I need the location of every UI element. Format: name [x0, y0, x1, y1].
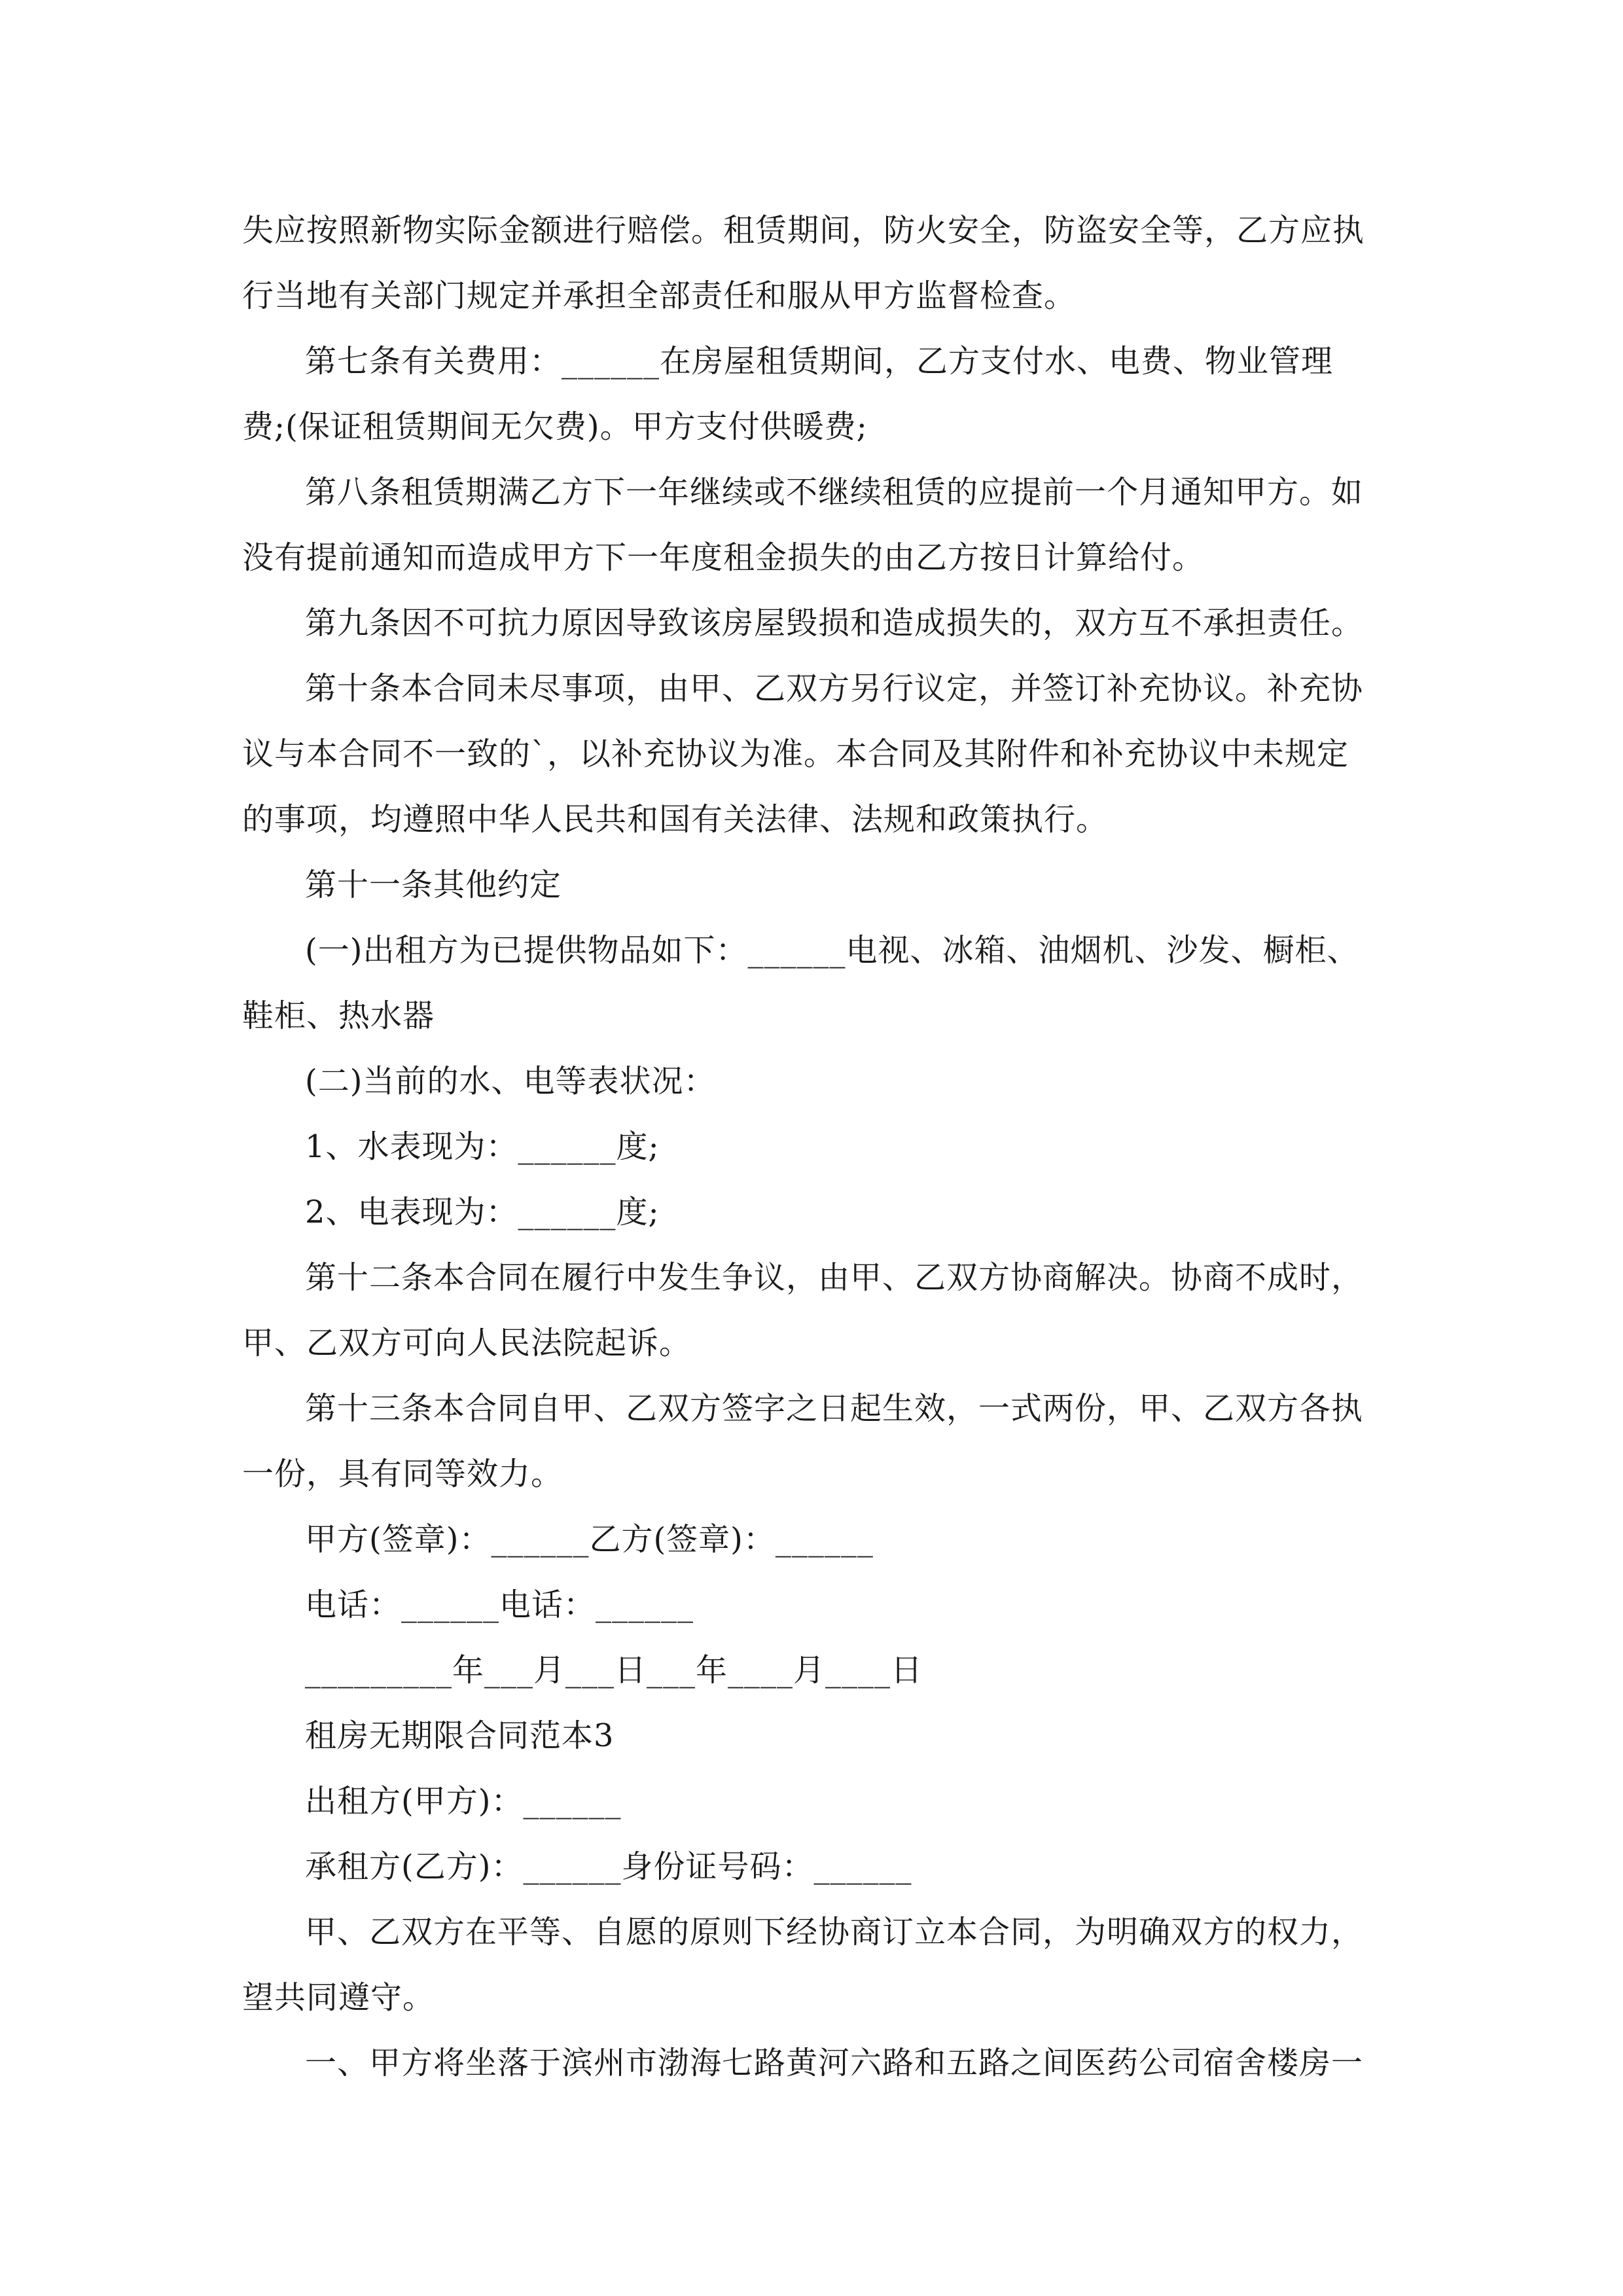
text-line: 费;(保证租赁期间无欠费)。甲方支付供暖费;: [242, 408, 868, 445]
text-line: 没有提前通知而造成甲方下一年度租金损失的由乙方按日计算给付。: [242, 539, 1205, 576]
clause-9: 第九条因不可抗力原因导致该房屋毁损和造成损失的，双方互不承担责任。: [305, 605, 1364, 641]
electric-meter-line: 2、电表现为：______度;: [305, 1194, 660, 1230]
clause-13: 第十三条本合同自甲、乙双方签字之日起生效，一式两份，甲、乙双方各执: [305, 1390, 1364, 1427]
clause-12: 第十二条本合同在履行中发生争议，由甲、乙双方协商解决。协商不成时，: [305, 1259, 1364, 1296]
clause-11-item-1: (一)出租方为已提供物品如下：______电视、冰箱、油烟机、沙发、橱柜、: [305, 932, 1359, 969]
text-line: 失应按照新物实际金额进行赔偿。租赁期间，防火安全，防盗安全等，乙方应执: [242, 212, 1365, 249]
phone-line: 电话：______电话：______: [305, 1587, 694, 1623]
text-line: 望共同遵守。: [242, 1979, 435, 2016]
text-line: 一份，具有同等效力。: [242, 1456, 563, 1492]
clause-11-heading: 第十一条其他约定: [305, 867, 562, 903]
preamble: 甲、乙双方在平等、自愿的原则下经协商订立本合同，为明确双方的权力，: [305, 1914, 1364, 1950]
text-line: 鞋柜、热水器: [242, 997, 435, 1034]
text-line: 的事项，均遵照中华人民共和国有关法律、法规和政策执行。: [242, 801, 1109, 838]
clause-8: 第八条租赁期满乙方下一年继续或不继续租赁的应提前一个月通知甲方。如: [305, 474, 1364, 511]
signature-line: 甲方(签章)：______乙方(签章)：______: [305, 1521, 874, 1558]
text-line: 议与本合同不一致的`，以补充协议为准。本合同及其附件和补充协议中未规定: [242, 736, 1349, 772]
article-1: 一、甲方将坐落于滨州市渤海七路黄河六路和五路之间医药公司宿舍楼房一: [305, 2045, 1364, 2081]
date-line: _________年___月___日___年____月____日: [305, 1652, 923, 1689]
lessor-line: 出租方(甲方)：______: [305, 1783, 622, 1820]
water-meter-line: 1、水表现为：______度;: [305, 1128, 660, 1165]
clause-7: 第七条有关费用：______在房屋租赁期间，乙方支付水、电费、物业管理: [305, 343, 1334, 380]
text-line: 行当地有关部门规定并承担全部责任和服从甲方监督检查。: [242, 278, 1077, 314]
lessee-line: 承租方(乙方)：______身份证号码：______: [305, 1848, 912, 1885]
text-line: 甲、乙双方可向人民法院起诉。: [242, 1325, 692, 1361]
clause-11-item-2: (二)当前的水、电等表状况：: [305, 1063, 716, 1100]
section-title: 租房无期限合同范本3: [305, 1717, 615, 1754]
clause-10: 第十条本合同未尽事项，由甲、乙双方另行议定，并签订补充协议。补充协: [305, 670, 1364, 707]
document-page: [242, 198, 1394, 2096]
